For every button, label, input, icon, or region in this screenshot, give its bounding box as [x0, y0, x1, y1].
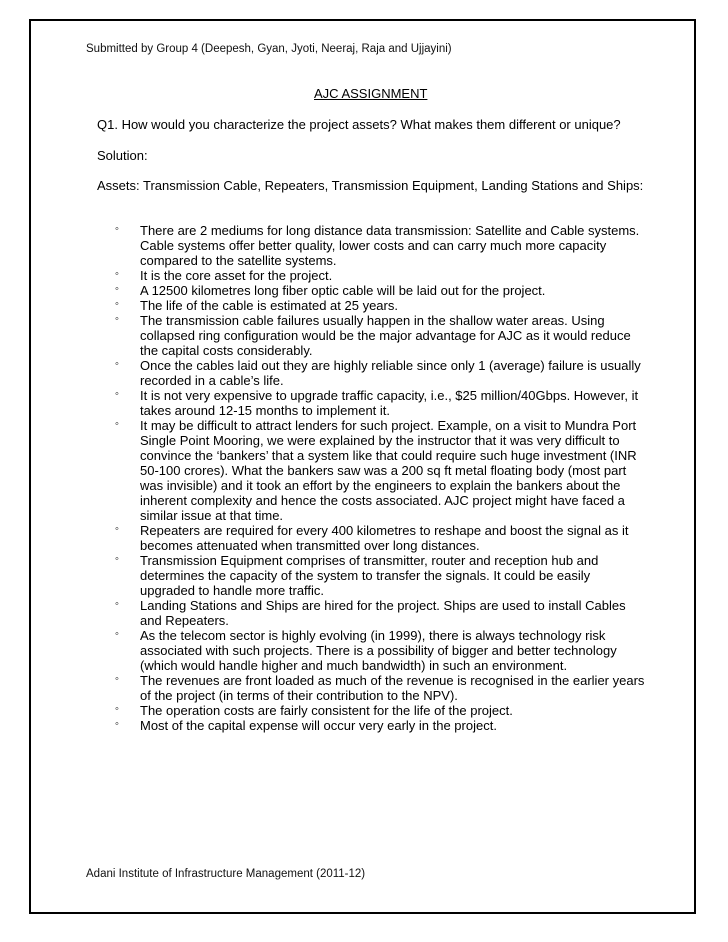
list-item	[111, 598, 646, 628]
solution-label: Solution:	[97, 148, 148, 163]
list-item-text: It may be difficult to attract lenders for such project. Example, on a visit to Mundra Port Single Point Mooring, we were explained by the instructor that it was very difficult to convince the ‘bankers’ that a system like that could require such huge investment (INR 50-100 crores). What the bankers saw was a 200 sq ft metal floating body (most part was invisible) and it took an effort by the engineers to explain the bankers about the inherent complexity and hence the costs associated. AJC project might have faced a similar issue at that time.	[140, 418, 637, 523]
list-item-text: It is the core asset for the project.	[140, 268, 333, 283]
bullet-icon: ◦	[115, 703, 119, 715]
list-item-text: It is not very expensive to upgrade traffic capacity, i.e., $25 million/40Gbps. However, it takes around 12-15 months to implement it.	[140, 388, 639, 418]
list-item-text: A 12500 kilometres long fiber optic cable will be laid out for the project.	[140, 283, 546, 298]
list-item	[111, 718, 646, 733]
document-title: AJC ASSIGNMENT	[314, 86, 428, 101]
bullet-icon: ◦	[115, 283, 119, 295]
list-item-text: Repeaters are required for every 400 kilometres to reshape and boost the signal as it becomes attenuated when transmitted over long distances.	[140, 523, 629, 553]
list-item	[111, 553, 646, 598]
list-item	[111, 673, 646, 703]
list-item	[111, 628, 646, 673]
bullet-icon: ◦	[115, 598, 119, 610]
list-item	[111, 703, 646, 718]
list-item-text: Most of the capital expense will occur very early in the project.	[140, 718, 497, 733]
list-item	[111, 283, 646, 298]
bullet-icon: ◦	[115, 523, 119, 535]
question-text: Q1. How would you characterize the project assets? What makes them different or unique?	[97, 117, 621, 132]
asset-bullet-list	[111, 223, 646, 733]
bullet-icon: ◦	[115, 673, 119, 685]
list-item-text: The operation costs are fairly consistent for the life of the project.	[140, 703, 513, 718]
bullet-icon: ◦	[115, 313, 119, 325]
list-item-text: As the telecom sector is highly evolving (in 1999), there is always technology risk associated with such projects. There is a possibility of bigger and better technology (which would handle higher and much bandwidth) in such an environment.	[140, 628, 617, 673]
bullet-icon: ◦	[115, 358, 119, 370]
bullet-icon: ◦	[115, 418, 119, 430]
list-item-text: The life of the cable is estimated at 25 years.	[140, 298, 398, 313]
bullet-icon: ◦	[115, 268, 119, 280]
list-item	[111, 358, 646, 388]
bullet-icon: ◦	[115, 628, 119, 640]
list-item	[111, 268, 646, 283]
list-item-text: The revenues are front loaded as much of the revenue is recognised in the earlier years of the project (in terms of their contribution to the NPV).	[140, 673, 645, 703]
list-item-text: There are 2 mediums for long distance data transmission: Satellite and Cable systems. Cable systems offer better quality, lower costs and can carry much more capacity compared to the satellite systems.	[140, 223, 640, 268]
bullet-icon: ◦	[115, 388, 119, 400]
list-item	[111, 523, 646, 553]
bullet-icon: ◦	[115, 718, 119, 730]
assets-intro: Assets: Transmission Cable, Repeaters, Transmission Equipment, Landing Stations and Ships:	[97, 178, 644, 193]
page-footer: Adani Institute of Infrastructure Management (2011-12)	[86, 868, 366, 880]
list-item	[111, 223, 646, 268]
list-item-text: Transmission Equipment comprises of transmitter, router and reception hub and determines the capacity of the system to transfer the signals. It could be easily upgraded to handle more traffic.	[140, 553, 599, 598]
list-item	[111, 388, 646, 418]
bullet-icon: ◦	[115, 223, 119, 235]
list-item	[111, 313, 646, 358]
bullet-icon: ◦	[115, 553, 119, 565]
list-item	[111, 418, 646, 523]
list-item-text: Landing Stations and Ships are hired for the project. Ships are used to install Cables and Repeaters.	[140, 598, 626, 628]
bullet-icon: ◦	[115, 298, 119, 310]
list-item-text: Once the cables laid out they are highly reliable since only 1 (average) failure is usually recorded in a cable’s life.	[140, 358, 641, 388]
page-header: Submitted by Group 4 (Deepesh, Gyan, Jyoti, Neeraj, Raja and Ujjayini)	[86, 43, 452, 55]
list-item	[111, 298, 646, 313]
list-item-text: The transmission cable failures usually happen in the shallow water areas. Using collapsed ring configuration would be the major advantage for AJC as it would reduce the capital costs considerably.	[140, 313, 631, 358]
